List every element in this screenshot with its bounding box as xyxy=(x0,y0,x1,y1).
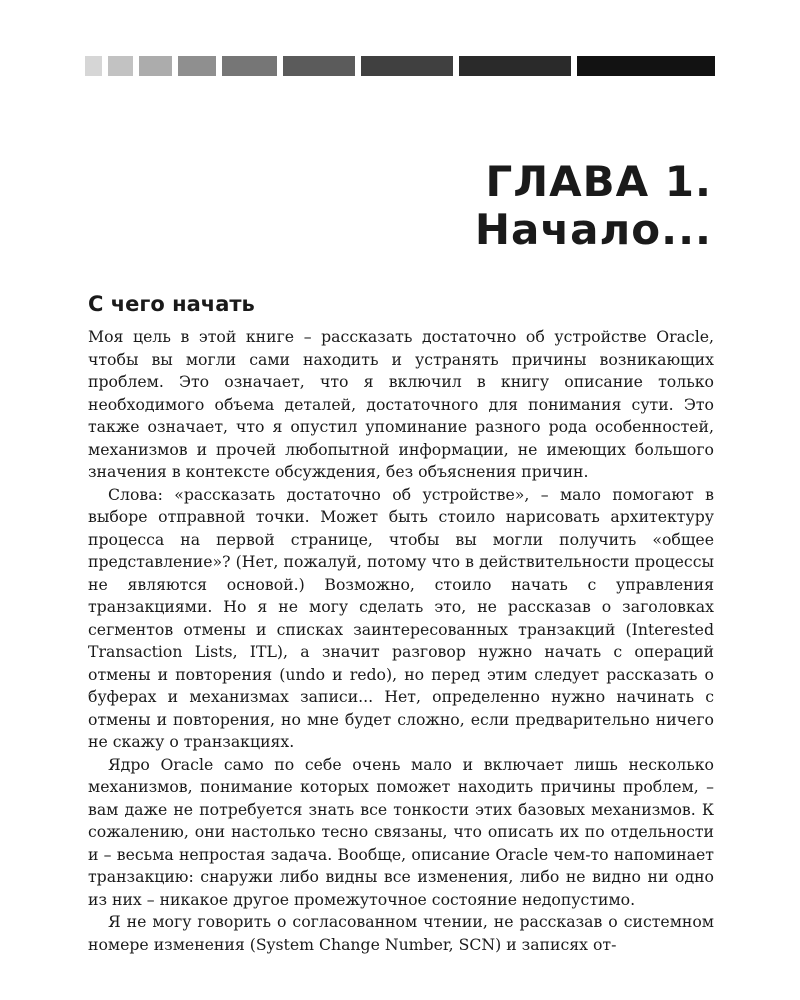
header-bar-segment xyxy=(178,56,216,76)
paragraph: Слова: «рассказать достаточно об устройстве», – мало помогают в выборе отправной точки. Может быть стоило нарисовать архитектуру процесса на первой странице, чтобы вы могли получить «общее представление»? (Нет, пожалуй, потому что в действительности процессы не являются основой.) Возможно, стоило начать с управления транзакциями. Но я не могу сделать это, не рассказав о заголовках сегментов отмены и списках заинтересованных транзакций (Interested Transaction Lists, ITL), а значит разговор нужно начать с операций отмены и повторения (undo и redo), но перед этим следует рассказать о буферах и механизмах записи... Нет, определенно нужно начинать с отмены и повторения, но мне будет сложно, если предварительно ничего не скажу о транзакциях. xyxy=(88,484,714,751)
section-heading: С чего начать xyxy=(88,292,255,316)
header-bar-segment xyxy=(108,56,133,76)
header-bar-segment xyxy=(577,56,715,76)
chapter-title: Начало... xyxy=(474,205,712,254)
header-bar-segment xyxy=(85,56,102,76)
chapter-number: ГЛАВА 1. xyxy=(485,157,712,206)
paragraph: Моя цель в этой книге – рассказать достаточно об устройстве Oracle, чтобы вы могли сами находить и устранять причины возникающих проблем. Это означает, что я включил в книгу описание только необходимого объема деталей, достаточного для понимания сути. Это также означает, что я опустил упоминание разного рода особенностей, механизмов и прочей любопытной информации, не имеющих большого значения в контексте обсуждения, без объяснения причин. xyxy=(88,327,714,481)
header-bar-segment xyxy=(139,56,172,76)
body-text xyxy=(88,326,714,956)
paragraph: Я не могу говорить о согласованном чтении, не рассказав о системном номере изменения (System Change Number, SCN) и записях от- xyxy=(88,912,714,954)
header-bar-segment xyxy=(361,56,453,76)
paragraph: Ядро Oracle само по себе очень мало и включает лишь несколько механизмов, понимание которых поможет находить причины проблем, – вам даже не потребуется знать все тонкости этих базовых механизмов. К сожалению, они настолько тесно связаны, что описать их по отдельности и – весьма непростая задача. Вообще, описание Oracle чем-то напоминает транзакцию: снаружи либо видны все изменения, либо не видно ни одно из них – никакое другое промежуточное состояние недопустимо. xyxy=(88,754,714,909)
header-bar-segment xyxy=(283,56,355,76)
header-bar-segment xyxy=(222,56,277,76)
header-bar-segment xyxy=(459,56,571,76)
